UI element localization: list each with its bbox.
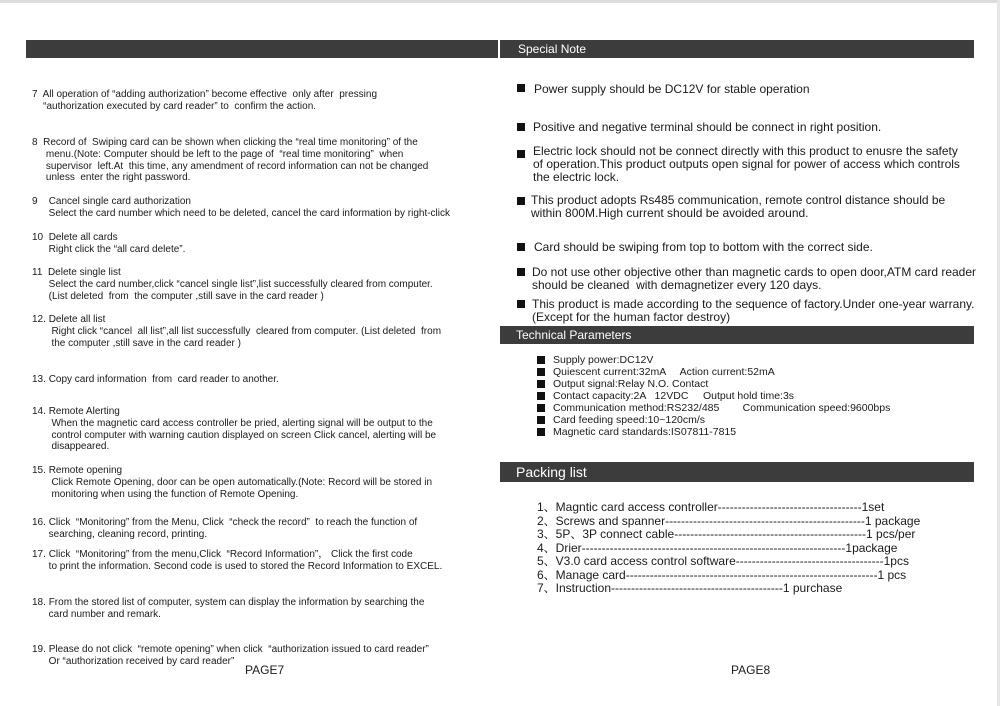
instruction-item-13 <box>32 374 279 386</box>
item-line: Click “Monitoring” from the menu,Click “Record Information”， Click the first code <box>48 549 413 560</box>
item-line: supervisor left.At this time, any amendment of record information can not be changed <box>45 160 429 172</box>
note-line: Electric lock should not be connect directly with this product to enusre the safety <box>533 144 958 158</box>
packing-item: 3、5P、3P connect cable------------------------------------------------1 pcs/per <box>537 527 916 541</box>
param-line: Output signal:Relay N.O. Contact <box>553 378 709 390</box>
bullet-square-icon <box>537 428 545 436</box>
note-item <box>532 298 974 324</box>
bullet-square-icon <box>517 300 525 308</box>
bullet-square-icon <box>517 150 525 158</box>
instruction-item-14 <box>32 406 436 453</box>
special-note-title: Special Note <box>518 42 587 56</box>
instruction-item-10 <box>32 232 185 256</box>
instruction-item-16 <box>32 517 417 541</box>
item-line: the computer ,still save in the card reader ) <box>51 337 241 349</box>
bullet-square-icon <box>517 243 525 251</box>
item-line: Please do not click “remote opening” when click “authorization issued to card reader” <box>48 644 429 655</box>
item-line: Right click the “all card delete”. <box>48 243 186 255</box>
item-number: 10 <box>32 232 44 243</box>
item-line: monitoring when using the function of Remote Opening. <box>51 488 299 500</box>
item-number: 11 <box>32 267 43 278</box>
note-line: within 800M.High current should be avoided around. <box>531 206 809 220</box>
item-number: 8 <box>32 137 38 148</box>
packing-list-title: Packing list <box>516 464 587 480</box>
technical-parameters-bar <box>500 326 974 344</box>
item-line: All operation of “adding authorization” become effective only after pressing <box>42 89 378 100</box>
bullet-square-icon <box>517 84 525 92</box>
note-item <box>534 83 810 96</box>
note-line: the electric lock. <box>533 170 620 184</box>
left-header-bar <box>26 40 498 58</box>
item-line: searching, cleaning record, printing. <box>48 528 208 540</box>
item-number: 13. <box>32 374 46 385</box>
item-line: card number and remark. <box>48 608 161 620</box>
param-line: Communication method:RS232/485 Communication speed:9600bps <box>553 402 891 414</box>
packing-item: 6、Manage card---------------------------------------------------------------1 pcs <box>537 568 907 582</box>
item-line: Delete all list <box>48 314 106 325</box>
instruction-item-7 <box>32 89 377 113</box>
item-line: Right click “cancel all list”,all list successfully cleared from computer. (List deleted from <box>51 325 442 337</box>
special-note-bar <box>500 40 974 58</box>
instruction-item-8 <box>32 137 428 184</box>
param-line: Quiescent current:32mA Action current:52mA <box>553 366 775 378</box>
instruction-item-17 <box>32 549 442 573</box>
item-line: Cancel single card authorization <box>48 196 191 207</box>
item-line: (List deleted from the computer ,still save in the card reader ) <box>48 290 324 302</box>
instruction-item-18 <box>32 597 424 621</box>
page-number-right: PAGE8 <box>731 663 771 677</box>
note-item <box>533 121 881 134</box>
note-line: should be cleaned with demagnetizer every 120 days. <box>532 278 822 292</box>
param-line: Card feeding speed:10~120cm/s <box>553 414 706 426</box>
item-number: 19. <box>32 644 46 655</box>
packing-item: 7、Instruction-------------------------------------------1 purchase <box>537 581 843 595</box>
note-line: Power supply should be DC12V for stable operation <box>534 82 810 96</box>
bullet-square-icon <box>537 404 545 412</box>
item-line: disappeared. <box>51 441 110 453</box>
item-line: Delete single list <box>47 267 121 278</box>
note-line: (Except for the human factor destroy) <box>532 310 731 324</box>
item-number: 18. <box>32 597 46 608</box>
instruction-item-11 <box>32 267 433 302</box>
packing-item: 4、Drier------------------------------------------------------------------1package <box>537 541 898 555</box>
packing-item: 5、V3.0 card access control software-------------------------------------1pcs <box>537 554 909 568</box>
packing-list-bar <box>500 462 974 482</box>
note-item <box>531 194 945 220</box>
instruction-item-9 <box>32 196 450 220</box>
technical-parameters-title: Technical Parameters <box>516 328 632 342</box>
item-line: unless enter the right password. <box>45 172 191 184</box>
item-line: Record of Swiping card can be shown when clicking the “real time monitoring” of the <box>43 137 418 148</box>
item-line: Copy card information from card reader to another. <box>48 374 279 385</box>
note-line: Positive and negative terminal should be connect in right position. <box>533 120 882 134</box>
note-item <box>534 241 873 254</box>
bullet-square-icon <box>537 380 545 388</box>
note-line: Do not use other objective other than magnetic cards to open door,ATM card reader <box>532 265 977 279</box>
item-number: 15. <box>32 465 46 476</box>
note-line: This product adopts Rs485 communication, remote control distance should be <box>531 193 946 207</box>
param-line: Contact capacity:2A 12VDC Output hold time:3s <box>553 390 795 402</box>
item-line: “authorization executed by card reader” to confirm the action. <box>43 100 317 112</box>
item-number: 7 <box>32 89 38 100</box>
param-line: Supply power:DC12V <box>553 354 654 366</box>
bullet-square-icon <box>537 356 545 364</box>
bullet-square-icon <box>517 268 525 276</box>
bullet-square-icon <box>537 416 545 424</box>
item-line: Click Remote Opening, door can be open automatically.(Note: Record will be stored in <box>51 476 433 488</box>
item-line: control computer with warning caution displayed on screen Click cancel, alerting will be <box>51 429 437 441</box>
note-item <box>533 145 960 184</box>
bullet-square-icon <box>537 368 545 376</box>
item-number: 12. <box>32 314 46 325</box>
page-top-border <box>0 0 1000 3</box>
item-line: Remote opening <box>48 465 123 476</box>
instruction-item-19 <box>32 644 429 668</box>
item-line: Delete all cards <box>48 232 118 243</box>
item-line: Or “authorization received by card reader” <box>48 655 235 667</box>
item-number: 16. <box>32 517 46 528</box>
packing-item: 2、Screws and spanner--------------------------------------------------1 package <box>537 514 921 528</box>
packing-item: 1、Magntic card access controller------------------------------------1set <box>537 500 885 514</box>
page-number-left: PAGE7 <box>245 663 285 677</box>
note-line: of operation.This product outputs open signal for power of access which controls <box>533 157 960 171</box>
instruction-item-15 <box>32 465 432 500</box>
bullet-square-icon <box>517 197 525 205</box>
bullet-square-icon <box>517 123 525 131</box>
item-line: Select the card number,click “cancel single list”,list successfully cleared from computer. <box>48 278 433 290</box>
item-line: to print the information. Second code is used to stored the Record Information to EXCEL. <box>48 560 443 572</box>
note-line: This product is made according to the sequence of factory.Under one-year warrany. <box>532 297 975 311</box>
item-line: Click “Monitoring” from the Menu, Click “check the record” to reach the function of <box>48 517 418 528</box>
item-line: Remote Alerting <box>48 406 120 417</box>
bullet-square-icon <box>537 392 545 400</box>
note-item <box>532 266 976 292</box>
item-line: From the stored list of computer, system can display the information by searching the <box>48 597 425 608</box>
item-number: 9 <box>32 196 38 207</box>
item-line: Select the card number which need to be deleted, cancel the card information by right-click <box>48 207 450 219</box>
param-line: Magnetic card standards:IS07811-7815 <box>553 426 737 438</box>
note-line: Card should be swiping from top to bottom with the correct side. <box>534 240 873 254</box>
item-line: menu.(Note: Computer should be left to the page of “real time monitoring” when <box>45 148 404 160</box>
item-number: 17. <box>32 549 46 560</box>
item-line: When the magnetic card access controller be pried, alerting signal will be output to the <box>51 417 433 429</box>
instruction-item-12 <box>32 314 441 349</box>
item-number: 14. <box>32 406 46 417</box>
